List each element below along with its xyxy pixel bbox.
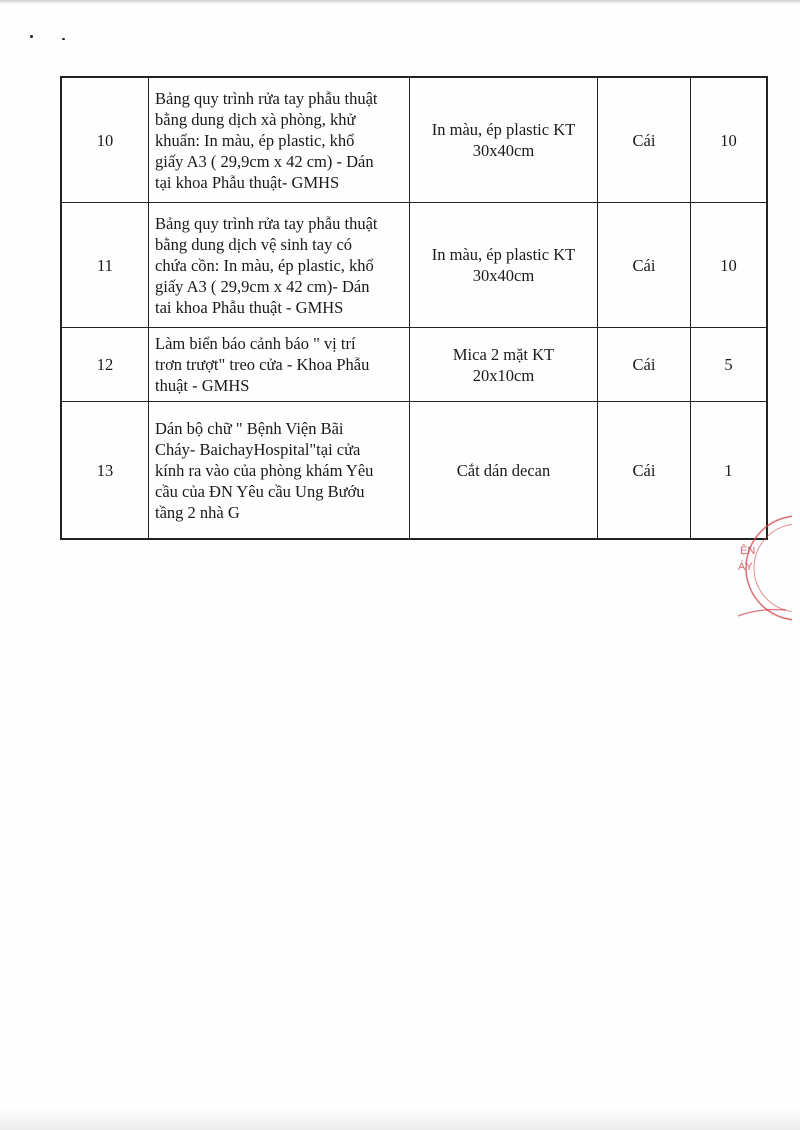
spec-line: In màu, ép plastic KT [431,245,576,264]
description-line: khuẩn: In màu, ép plastic, khổ [155,130,355,150]
scan-edge-top [0,0,800,4]
item-unit: Cái [598,203,691,328]
spec-line: Mica 2 mặt KT [452,344,555,364]
item-description [149,402,410,540]
spec-line: 30x40cm [472,266,535,285]
row-number: 13 [61,402,149,540]
red-seal-stamp [728,512,792,624]
row-number: 10 [61,77,149,203]
description-line: cầu của ĐN Yêu cầu Ung Bướu [155,481,365,501]
description-line: bằng dung dịch vệ sinh tay có [155,234,353,254]
description-line: chứa cồn: In màu, ép plastic, khổ [155,255,374,275]
description-line: tai khoa Phẫu thuật - GMHS [155,297,344,317]
row-number: 11 [61,203,149,328]
item-unit: Cái [598,77,691,203]
item-quantity: 5 [691,328,768,402]
description-line: Bảng quy trình rửa tay phẫu thuật [155,88,378,108]
spec-line: 30x40cm [472,141,535,160]
table-row [61,203,767,328]
item-spec [410,77,598,203]
seal-text: ÁY [738,561,753,573]
table-row [61,402,767,540]
description-line: tầng 2 nhà G [155,502,240,522]
description-line: giấy A3 ( 29,9cm x 42 cm)- Dán [155,276,370,296]
description-line: giấy A3 ( 29,9cm x 42 cm) - Dán [155,151,374,171]
item-quantity: 10 [691,203,768,328]
spec-line: Cắt dán decan [456,460,551,480]
description-line: Cháy- BaichayHospital"tại cửa [155,439,361,459]
description-line: Dán bộ chữ " Bệnh Viện Bãi [155,418,344,438]
item-spec [410,328,598,402]
spec-line: 20x10cm [472,365,535,385]
description-line: kính ra vào của phòng khám Yêu [155,460,374,480]
items-table [60,76,768,540]
table-row [61,328,767,402]
item-unit: Cái [598,328,691,402]
description-line: trơn trượt" treo cửa - Khoa Phẫu [155,355,370,374]
description-line: Bảng quy trình rửa tay phẫu thuật [155,213,378,233]
description-line: thuật - GMHS [155,376,250,395]
row-number: 12 [61,328,149,402]
item-unit: Cái [598,402,691,540]
description-line: bằng dung dịch xà phòng, khử [155,109,356,129]
description-line: Làm biển báo cảnh báo " vị trí [155,334,356,353]
item-spec [410,203,598,328]
scan-edge-bottom [0,1108,800,1130]
item-quantity: 1 [691,402,768,540]
seal-graphic [728,512,792,624]
item-quantity: 10 [691,77,768,203]
description-line: tại khoa Phẫu thuật- GMHS [155,172,340,192]
item-spec [410,402,598,540]
scan-speck [62,38,65,40]
item-description [149,203,410,328]
seal-text: ỆN [740,545,756,557]
table-row [61,77,767,203]
scan-speck [30,35,33,38]
spec-line: In màu, ép plastic KT [431,120,576,139]
item-description [149,77,410,203]
item-description [149,328,410,402]
